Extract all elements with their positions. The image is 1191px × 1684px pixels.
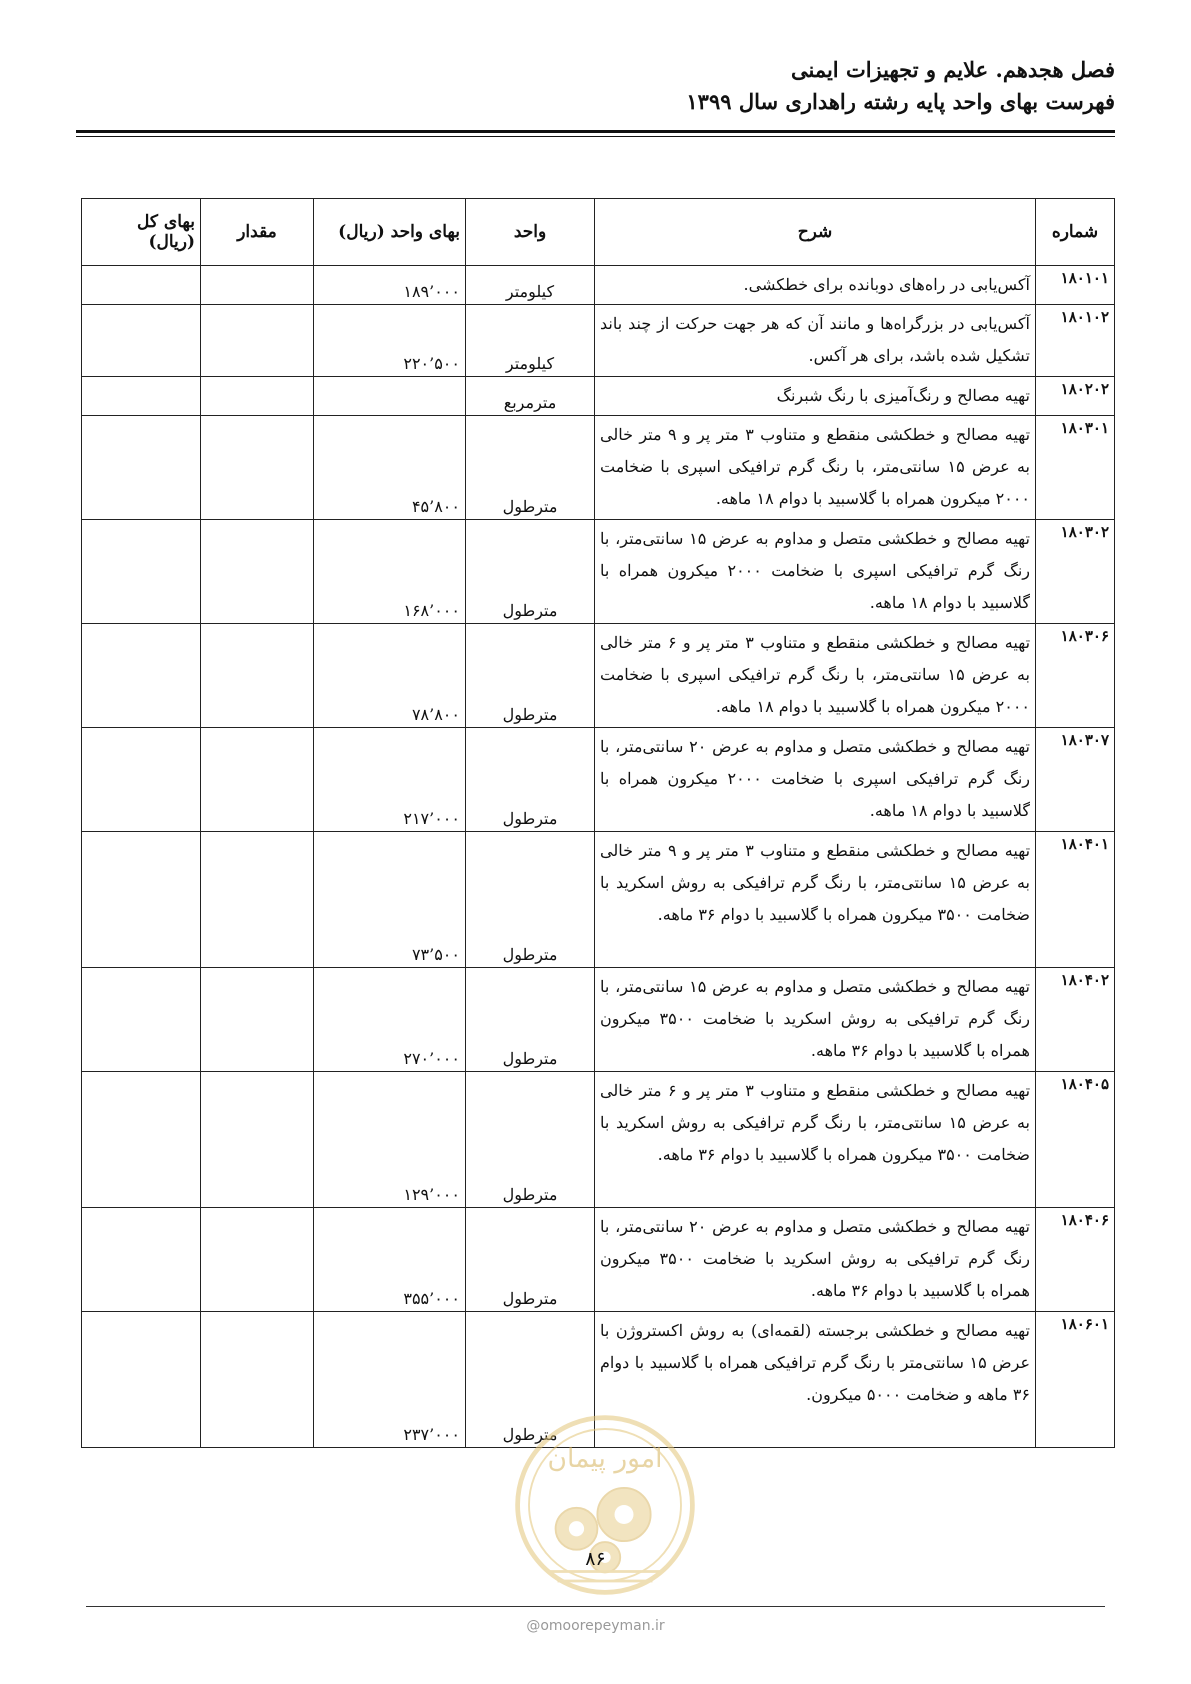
column-header-quantity: مقدار [201, 199, 314, 266]
item-description: تهیه مصالح و خطکشی متصل و مداوم به عرض ۱۵ سانتی‌متر، با رنگ گرم ترافیکی اسپری با ضخامت ۲۰۰۰ میکرون همراه با گلاسبید با دوام ۱۸ ماهه. [595, 520, 1036, 624]
item-unit: مترطول [466, 416, 595, 520]
item-quantity [201, 266, 314, 305]
item-unit: مترطول [466, 624, 595, 728]
item-unit-price: ۲۱۷’۰۰۰ [314, 728, 466, 832]
item-quantity [201, 520, 314, 624]
item-description: تهیه مصالح و خطکشی منقطع و متناوب ۳ متر پر و ۹ متر خالی به عرض ۱۵ سانتی‌متر، با رنگ گرم ترافیکی به روش اسکرید با ضخامت ۳۵۰۰ میکرون همراه با گلاسبید با دوام ۳۶ ماهه. [595, 832, 1036, 968]
item-code: ۱۸۰۴۰۶ [1036, 1208, 1115, 1312]
item-total-price [82, 266, 201, 305]
item-unit-price: ۳۵۵’۰۰۰ [314, 1208, 466, 1312]
item-description: تهیه مصالح و خطکشی منقطع و متناوب ۳ متر پر و ۶ متر خالی به عرض ۱۵ سانتی‌متر، با رنگ گرم ترافیکی به روش اسکرید با ضخامت ۳۵۰۰ میکرون همراه با گلاسبید با دوام ۳۶ ماهه. [595, 1072, 1036, 1208]
item-code: ۱۸۰۳۰۶ [1036, 624, 1115, 728]
item-unit: مترطول [466, 1208, 595, 1312]
item-total-price [82, 1208, 201, 1312]
item-unit: مترطول [466, 968, 595, 1072]
item-unit: مترطول [466, 1072, 595, 1208]
column-header-unit: واحد [466, 199, 595, 266]
watermark-text: امور پیمان [547, 1443, 663, 1474]
gear-seal-icon [510, 1410, 700, 1600]
item-quantity [201, 968, 314, 1072]
item-unit-price: ۴۵’۸۰۰ [314, 416, 466, 520]
chapter-title: فصل هجدهم. علایم و تجهیزات ایمنی [790, 57, 1115, 82]
item-quantity [201, 728, 314, 832]
table-row [82, 832, 1115, 968]
table-header-row [82, 199, 1115, 266]
item-code: ۱۸۰۶۰۱ [1036, 1312, 1115, 1448]
item-unit-price: ۲۳۷’۰۰۰ [314, 1312, 466, 1448]
item-quantity [201, 832, 314, 968]
table-row [82, 968, 1115, 1072]
item-unit: کیلومتر [466, 305, 595, 377]
item-quantity [201, 1208, 314, 1312]
item-description: تهیه مصالح و خطکشی برجسته (لقمه‌ای) به روش اکستروژن با عرض ۱۵ سانتی‌متر با رنگ گرم ترافیکی همراه با گلاسبید با دوام ۳۶ ماهه و ضخامت ۵۰۰۰ میکرون. [595, 1312, 1036, 1448]
item-total-price [82, 728, 201, 832]
table-row [82, 1072, 1115, 1208]
item-unit-price: ۲۲۰’۵۰۰ [314, 305, 466, 377]
item-description: تهیه مصالح و خطکشی منقطع و متناوب ۳ متر پر و ۶ متر خالی به عرض ۱۵ سانتی‌متر، با رنگ گرم ترافیکی اسپری با ضخامت ۲۰۰۰ میکرون همراه با گلاسبید با دوام ۱۸ ماهه. [595, 624, 1036, 728]
item-unit: مترطول [466, 1312, 595, 1448]
item-unit-price: ۷۸’۸۰۰ [314, 624, 466, 728]
column-header-unit-price: بهای واحد (ریال) [314, 199, 466, 266]
page-number: ۸۶ [585, 1548, 606, 1570]
item-unit: مترطول [466, 520, 595, 624]
table-row [82, 520, 1115, 624]
item-unit-price [314, 377, 466, 416]
item-code: ۱۸۰۳۰۷ [1036, 728, 1115, 832]
item-description: آکس‌یابی در بزرگراه‌ها و مانند آن که هر جهت حرکت از چند باند تشکیل شده باشد، برای هر آکس. [595, 305, 1036, 377]
item-code: ۱۸۰۱۰۲ [1036, 305, 1115, 377]
item-total-price [82, 416, 201, 520]
item-code: ۱۸۰۱۰۱ [1036, 266, 1115, 305]
item-code: ۱۸۰۳۰۲ [1036, 520, 1115, 624]
item-unit-price: ۱۲۹’۰۰۰ [314, 1072, 466, 1208]
footer-rule [86, 1606, 1105, 1607]
footer-site: @omoorepeyman.ir [526, 1618, 665, 1634]
item-quantity [201, 1312, 314, 1448]
table-row [82, 377, 1115, 416]
item-total-price [82, 1312, 201, 1448]
table-row [82, 416, 1115, 520]
item-code: ۱۸۰۴۰۱ [1036, 832, 1115, 968]
item-total-price [82, 968, 201, 1072]
column-header-number: شماره [1036, 199, 1115, 266]
item-description: آکس‌یابی در راه‌های دوبانده برای خطکشی. [595, 266, 1036, 305]
column-header-total-price: بهای کل (ریال) [82, 199, 201, 266]
item-code: ۱۸۰۴۰۵ [1036, 1072, 1115, 1208]
header-rule-thin [76, 136, 1115, 137]
item-description: تهیه مصالح و خطکشی منقطع و متناوب ۳ متر پر و ۹ متر خالی به عرض ۱۵ سانتی‌متر، با رنگ گرم ترافیکی اسپری با ضخامت ۲۰۰۰ میکرون همراه با گلاسبید با دوام ۱۸ ماهه. [595, 416, 1036, 520]
item-description: تهیه مصالح و خطکشی متصل و مداوم به عرض ۲۰ سانتی‌متر، با رنگ گرم ترافیکی به روش اسکرید با ضخامت ۳۵۰۰ میکرون همراه با گلاسبید با دوام ۳۶ ماهه. [595, 1208, 1036, 1312]
item-code: ۱۸۰۲۰۲ [1036, 377, 1115, 416]
table-row [82, 1208, 1115, 1312]
document-subtitle: فهرست بهای واحد پایه رشته راهداری سال ۱۳۹۹ [686, 89, 1115, 114]
item-total-price [82, 624, 201, 728]
item-unit-price: ۲۷۰’۰۰۰ [314, 968, 466, 1072]
item-quantity [201, 1072, 314, 1208]
item-total-price [82, 1072, 201, 1208]
item-unit: کیلومتر [466, 266, 595, 305]
item-description: تهیه مصالح و خطکشی متصل و مداوم به عرض ۱۵ سانتی‌متر، با رنگ گرم ترافیکی به روش اسکرید با ضخامت ۳۵۰۰ میکرون همراه با گلاسبید با دوام ۳۶ ماهه. [595, 968, 1036, 1072]
item-code: ۱۸۰۳۰۱ [1036, 416, 1115, 520]
table-row [82, 305, 1115, 377]
item-quantity [201, 416, 314, 520]
item-unit: مترطول [466, 832, 595, 968]
item-unit: مترطول [466, 728, 595, 832]
item-total-price [82, 305, 201, 377]
item-total-price [82, 832, 201, 968]
header-rule-thick [76, 130, 1115, 133]
item-unit-price: ۷۳’۵۰۰ [314, 832, 466, 968]
item-total-price [82, 377, 201, 416]
column-header-description: شرح [595, 199, 1036, 266]
item-unit: مترمربع [466, 377, 595, 416]
item-quantity [201, 377, 314, 416]
item-quantity [201, 305, 314, 377]
item-description: تهیه مصالح و خطکشی متصل و مداوم به عرض ۲۰ سانتی‌متر، با رنگ گرم ترافیکی اسپری با ضخامت ۲۰۰۰ میکرون همراه با گلاسبید با دوام ۱۸ ماهه. [595, 728, 1036, 832]
item-code: ۱۸۰۴۰۲ [1036, 968, 1115, 1072]
item-total-price [82, 520, 201, 624]
item-description: تهیه مصالح و رنگ‌آمیزی با رنگ شبرنگ [595, 377, 1036, 416]
price-list-table [81, 198, 1115, 1448]
table-row [82, 624, 1115, 728]
item-unit-price: ۱۸۹’۰۰۰ [314, 266, 466, 305]
item-quantity [201, 624, 314, 728]
table-row [82, 728, 1115, 832]
page-header [76, 54, 1115, 118]
table-row [82, 266, 1115, 305]
item-unit-price: ۱۶۸’۰۰۰ [314, 520, 466, 624]
